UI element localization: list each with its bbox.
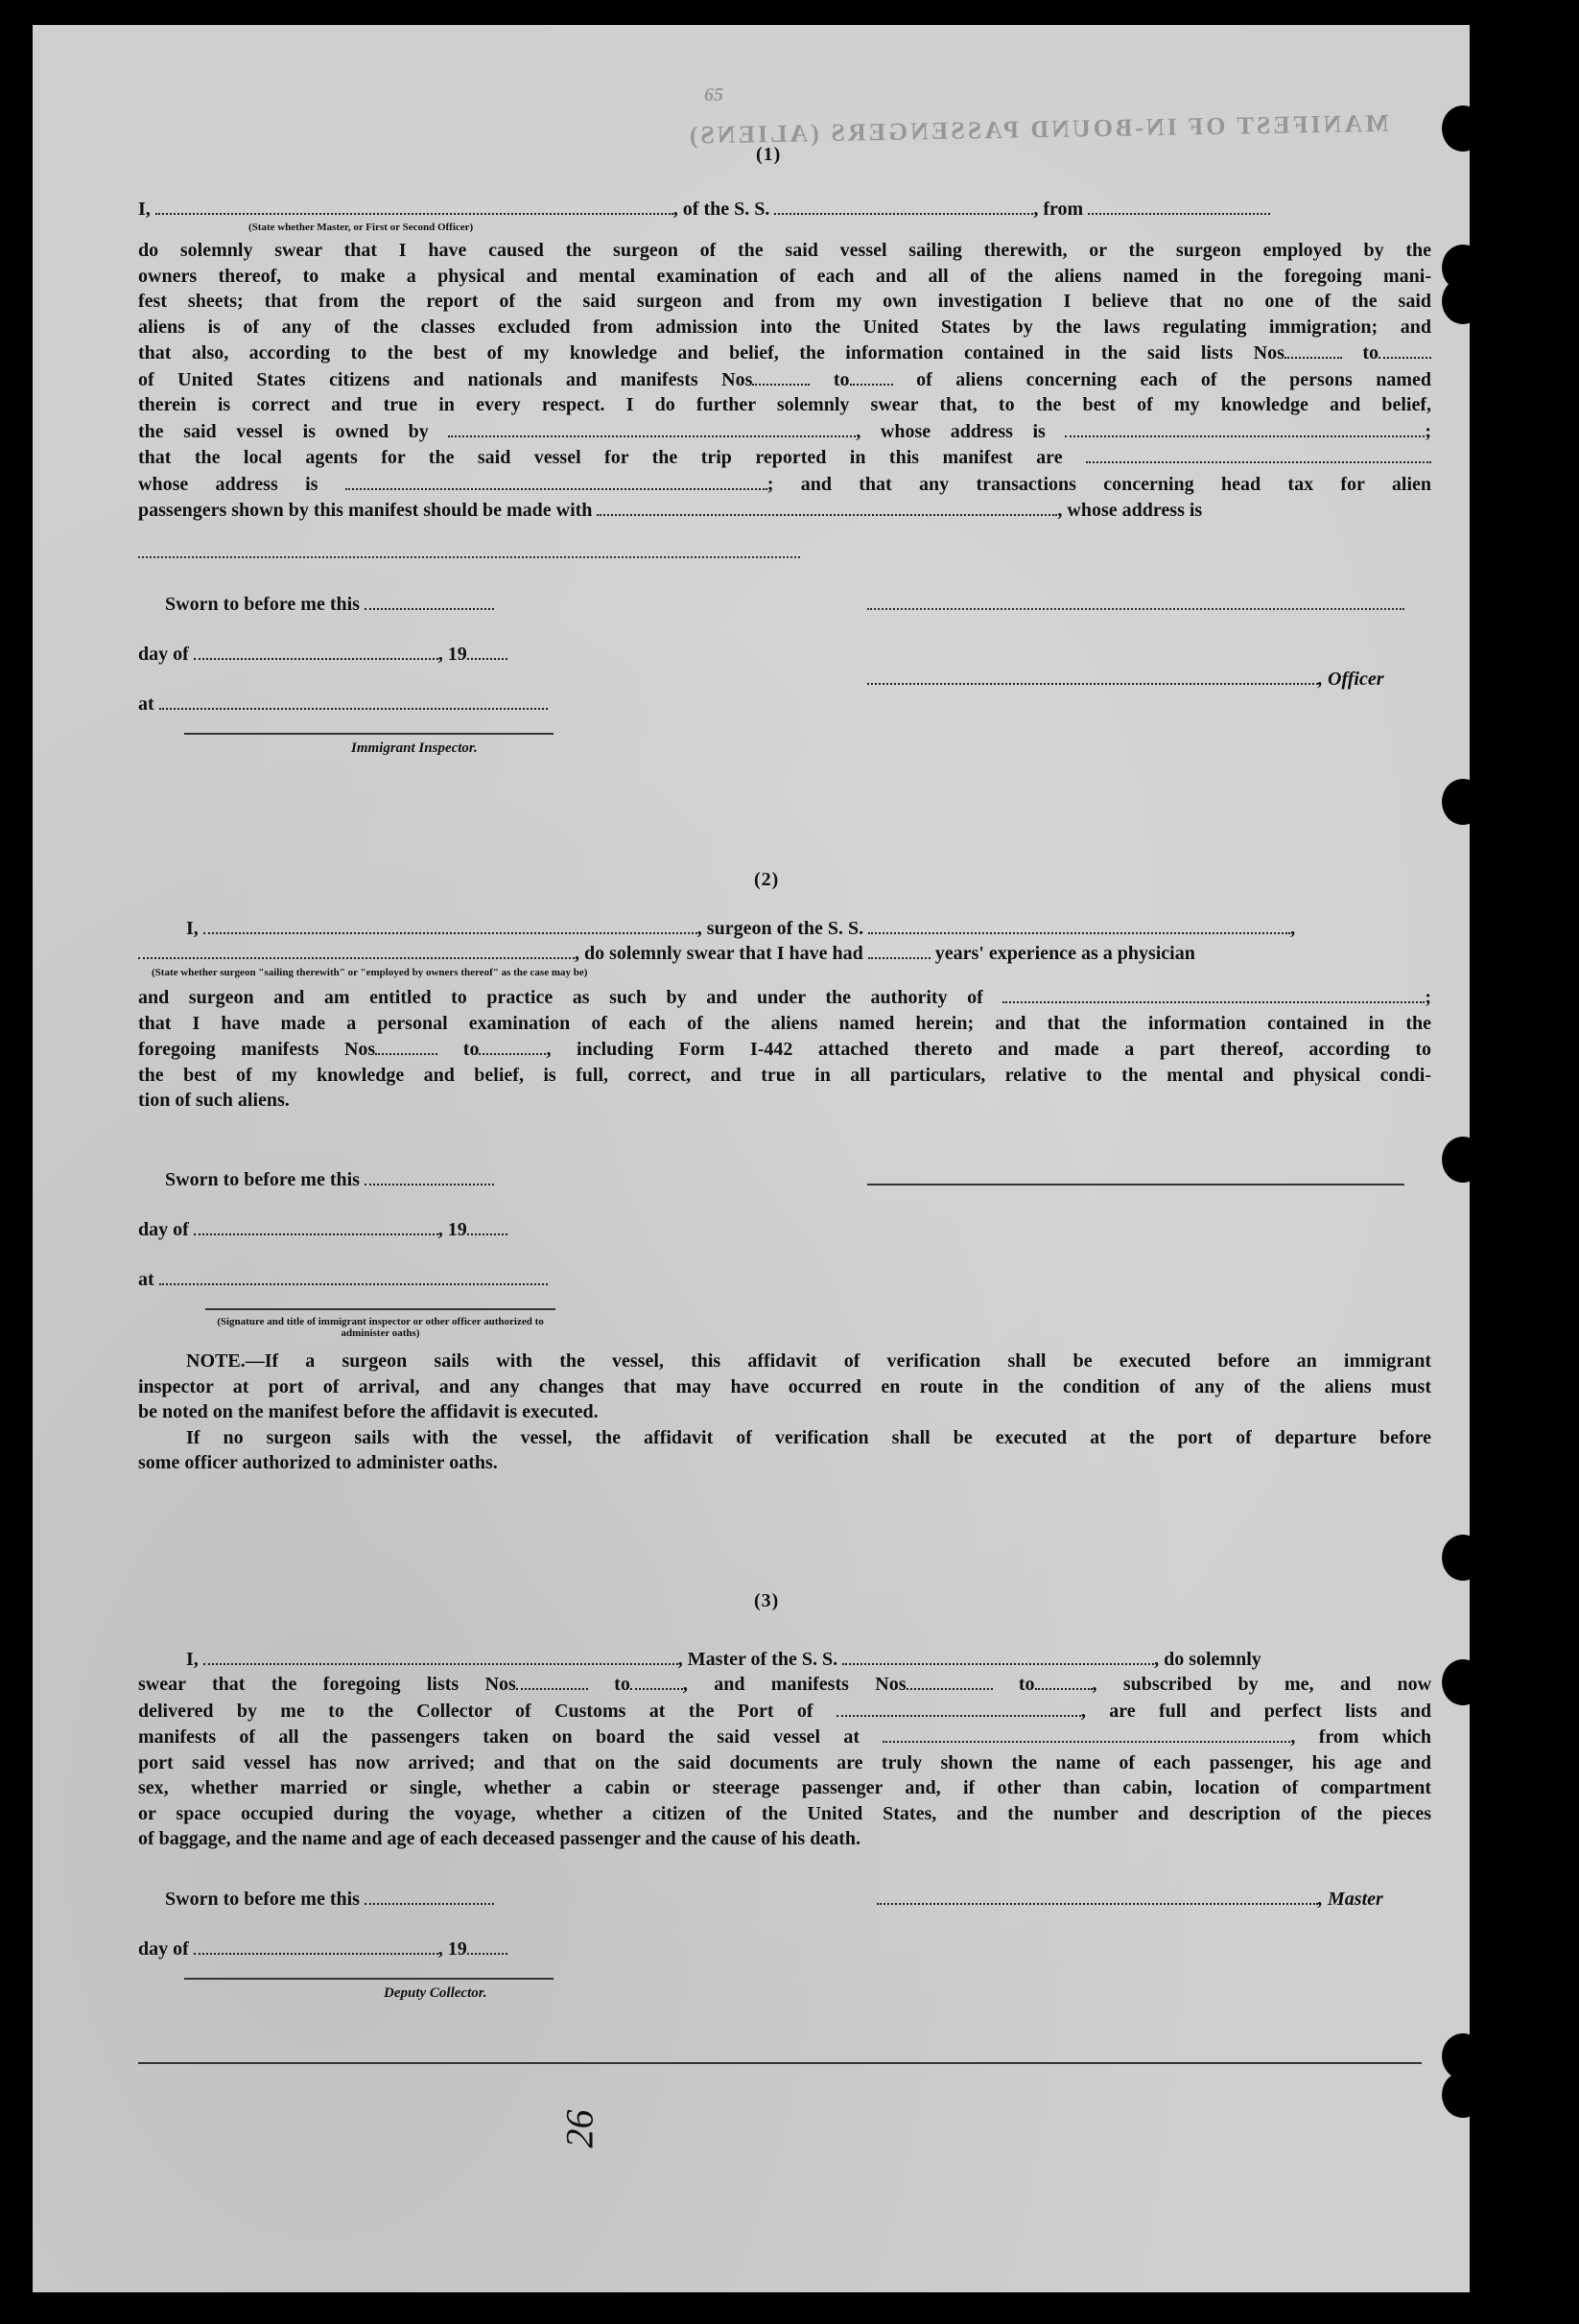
s3-p1b: to [614, 1674, 630, 1695]
s3-p3b: , from which [1290, 1726, 1432, 1748]
s1-p5a: that also, according to the best of my knowledge and belief, the information contained in the said lists Nos [138, 342, 1284, 364]
s3-sworn-label: Sworn to before me this [165, 1889, 360, 1910]
s1-p9 [138, 444, 1431, 471]
section-2-number: (2) [754, 869, 780, 890]
s3-master-signature-field[interactable] [877, 1886, 1318, 1905]
s3-lists-to-field[interactable] [630, 1671, 683, 1690]
s2-note4: If no surgeon sails with the vessel, the affidavit of verification shall be executed at the port of departure before [186, 1426, 1431, 1448]
s3-p4: port said vessel has now arrived; and that on the said documents are truly shown the name of each passenger, his age and [138, 1751, 1431, 1773]
s3-collector-signature-line[interactable] [184, 1978, 554, 1980]
s1-year-label: , 19 [437, 644, 467, 665]
s1-agents-field[interactable] [1086, 444, 1431, 463]
s2-p1: and surgeon and am entitled to practice as such by and under the authority of ; [138, 984, 1431, 1011]
s1-p6b: to [833, 368, 850, 390]
s1-i-label: I, [138, 199, 151, 220]
s1-day-of-label: day of [138, 644, 189, 665]
s2-p3c: , including Form I-442 attached thereto and made a part thereof, according to [546, 1039, 1431, 1060]
s1-p11b: , whose address is [1057, 500, 1203, 521]
s1-manifests-from-field[interactable] [752, 366, 810, 386]
s1-p5b: to [1362, 342, 1379, 364]
s3-p7: of baggage, and the name and age of each deceased passenger and the cause of his death. [138, 1828, 860, 1849]
s1-p10 [138, 471, 1431, 498]
s3-line1-end: , do solemnly [1154, 1649, 1261, 1670]
s2-sworn-label: Sworn to before me this [165, 1169, 360, 1190]
s3-day-row [138, 1936, 507, 1961]
s2-signature-note: (Signature and title of immigrant inspector or other officer authorized to administer oaths) [217, 1316, 544, 1339]
s2-day-row [138, 1216, 507, 1242]
s3-name-field[interactable] [203, 1646, 678, 1665]
s1-p4: aliens is of any of the classes excluded from admission into the United States by the laws regulating immigration; and [138, 316, 1431, 338]
s1-p10b: ; and that any transactions concerning head tax for alien [766, 473, 1432, 495]
s1-p11a: passengers shown by this manifest should be made with [138, 500, 593, 521]
s2-years-label: years' experience as a physician [934, 943, 1195, 964]
s1-at-label: at [138, 693, 154, 715]
s2-p2: that I have made a personal examination of each of the aliens named herein; and that the information contained in the [138, 1012, 1431, 1034]
ghost-number: 65 [704, 84, 723, 106]
s2-sworn-day-field[interactable] [365, 1166, 494, 1185]
s2-note1-text: —If a surgeon sails with the vessel, this affidavit of verification shall be executed before an immigrant [245, 1350, 1431, 1372]
s3-p1c: , and manifests Nos [682, 1674, 907, 1695]
s1-vessel-field[interactable] [774, 196, 1033, 215]
s1-day-row [138, 641, 507, 667]
s2-surgeon-signature-line[interactable] [867, 1184, 1404, 1185]
s1-headtax-field[interactable] [597, 497, 1057, 516]
section-1-number: (1) [756, 144, 782, 165]
s1-p6a: of United States citizens and nationals and manifests Nos [138, 368, 753, 390]
s3-affidavit-text [138, 1671, 1431, 1852]
s2-status-field[interactable] [138, 940, 575, 959]
s3-p3a: manifests of all the passengers taken on board the said vessel at [138, 1726, 860, 1748]
s2-note3: be noted on the manifest before the affidavit is executed. [138, 1401, 599, 1422]
s1-lists-from-field[interactable] [1284, 340, 1342, 359]
s3-year-field[interactable] [467, 1936, 507, 1955]
s2-sworn-row [165, 1166, 494, 1192]
s1-year-field[interactable] [467, 641, 507, 660]
s1-p8b: , whose address is [856, 420, 1046, 442]
s2-p1-text: and surgeon and am entitled to practice as such by and under the authority of [138, 987, 983, 1008]
s2-line1: I, , surgeon of the S. S. , [186, 915, 1295, 941]
s1-p1: do solemnly swear that I have caused the surgeon of the said vessel sailing therewith, or the surgeon employed by the [138, 240, 1431, 261]
s2-surgeon-name-field[interactable] [203, 915, 697, 934]
s1-officer-label: , Officer [1318, 669, 1384, 690]
s1-p8a: the said vessel is owned by [138, 420, 429, 442]
s1-p7: therein is correct and true in every respect. I do further solemnly swear that, to the best of my knowledge and belief, [138, 394, 1431, 415]
s3-p5: sex, whether married or single, whether a cabin or steerage passenger and, if other than cabin, location of compartment [138, 1777, 1431, 1798]
s3-line1 [186, 1646, 1261, 1672]
section-3-number: (3) [754, 1590, 780, 1611]
s2-note-text [138, 1349, 1431, 1476]
s1-officer-name-field[interactable] [155, 196, 673, 215]
s1-p3: fest sheets; that from the report of the said surgeon and from my own investigation I believe that no one of the said [138, 291, 1431, 312]
s2-note2: inspector at port of arrival, and any changes that may have occurred en route in the condition of any of the aliens must [138, 1375, 1431, 1397]
s3-boarding-port-field[interactable] [883, 1724, 1290, 1743]
s2-status-note: (State whether surgeon "sailing therewith" or "employed by owners thereof" as the case may be) [152, 967, 588, 978]
s1-p9-text: that the local agents for the said vessel for the trip reported in this manifest are [138, 447, 1063, 468]
s3-lists-from-field[interactable] [516, 1671, 588, 1690]
s1-officer-field[interactable] [867, 666, 1318, 685]
s3-sworn-row [165, 1886, 494, 1912]
s2-surgeon-label: , surgeon of the S. S. [696, 918, 864, 939]
s3-year-label: , 19 [437, 1938, 467, 1960]
s1-owner-address-field[interactable] [1065, 418, 1425, 437]
s2-year-label: , 19 [437, 1219, 467, 1240]
s2-manifests-to-field[interactable] [479, 1036, 546, 1055]
s3-p6: or space occupied during the voyage, whether a citizen of the United States, and the number and description of the pieces [138, 1802, 1431, 1824]
s1-p10a: whose address is [138, 473, 318, 495]
s1-p2: owners thereof, to make a physical and mental examination of each and all of the aliens named in the foregoing mani- [138, 265, 1431, 287]
s3-p2 [138, 1698, 1431, 1725]
s1-month-field[interactable] [194, 641, 438, 660]
binder-hole [1442, 106, 1484, 152]
s2-authority-field[interactable] [1002, 984, 1425, 1003]
s3-master-signature-label: , Master [1318, 1889, 1383, 1910]
s1-officer-signature-line[interactable] [867, 608, 1404, 610]
s2-year-field[interactable] [467, 1216, 507, 1235]
s1-at-field[interactable] [159, 691, 548, 710]
s3-manifests-from-field[interactable] [907, 1671, 993, 1690]
s3-p1a: swear that the foregoing lists Nos [138, 1674, 516, 1695]
s1-p6c: of aliens concerning each of the persons named [916, 368, 1432, 390]
s1-inspector-signature-line[interactable] [184, 733, 554, 735]
binder-hole [1442, 779, 1484, 825]
s2-p3 [138, 1036, 1431, 1063]
s3-p3 [138, 1724, 1431, 1750]
binder-hole [1442, 278, 1484, 324]
s2-swear-label: , do solemnly swear that I have had [575, 943, 863, 964]
s2-line2 [138, 940, 1195, 966]
binder-hole [1442, 1535, 1484, 1581]
s1-p6 [138, 366, 1431, 393]
s2-at-row [138, 1266, 548, 1292]
s3-day-of-label: day of [138, 1938, 189, 1960]
s3-collector-label: Deputy Collector. [384, 1985, 487, 2001]
handwritten-page-number: 26 [557, 2109, 601, 2148]
s2-inspector-signature-line[interactable] [205, 1308, 555, 1310]
s2-note-label: NOTE. [186, 1350, 246, 1372]
s2-p5: tion of such aliens. [138, 1090, 290, 1111]
s2-at-field[interactable] [159, 1266, 548, 1285]
s1-lists-to-field[interactable] [1379, 340, 1431, 359]
s2-note5: some officer authorized to administer oaths. [138, 1452, 498, 1473]
binder-hole [1442, 2072, 1484, 2118]
s3-p1 [138, 1671, 1431, 1698]
s3-manifests-to-field[interactable] [1035, 1671, 1093, 1690]
s2-i-label: I, [186, 918, 199, 939]
s3-p2a: delivered by me to the Collector of Customs at the Port of [138, 1700, 813, 1722]
bottom-rule [138, 2062, 1422, 2064]
s1-sworn-day-field[interactable] [365, 591, 494, 610]
s1-at-row [138, 691, 548, 716]
s1-sworn-row [165, 591, 494, 617]
s1-line1 [138, 196, 1270, 222]
s1-from-label: , from [1033, 199, 1084, 220]
s3-sworn-day-field[interactable] [365, 1886, 494, 1905]
s3-vessel-field[interactable] [842, 1646, 1154, 1665]
s2-day-of-label: day of [138, 1219, 189, 1240]
s2-p4: the best of my knowledge and belief, is full, correct, and true in all particulars, relative to the mental and physical condi- [138, 1064, 1431, 1086]
s3-p2b: , are full and perfect lists and [1080, 1700, 1431, 1722]
s1-sworn-label: Sworn to before me this [165, 594, 360, 615]
s1-from-field[interactable] [1088, 196, 1270, 215]
s1-agents-address-field[interactable] [345, 471, 767, 490]
s1-of-ss-label: , of the S. S. [672, 199, 770, 220]
s2-at-label: at [138, 1269, 154, 1290]
s1-inspector-label: Immigrant Inspector. [351, 740, 478, 756]
s2-vessel-field[interactable] [868, 915, 1290, 934]
s1-address-line[interactable] [138, 556, 800, 558]
manifest-verification-form [33, 25, 1470, 2292]
s2-years-field[interactable] [868, 940, 931, 959]
s3-month-field[interactable] [194, 1936, 438, 1955]
s3-master-label: , Master of the S. S. [677, 1649, 838, 1670]
s2-manifests-from-field[interactable] [375, 1036, 437, 1055]
s3-port-field[interactable] [837, 1698, 1081, 1717]
ghost-title: MANIFEST OF IN-BOUND PASSENGERS (ALIENS) [686, 108, 1389, 150]
s1-p5 [138, 340, 1431, 366]
binder-hole [1442, 1137, 1484, 1183]
s3-p1d: to [1018, 1674, 1035, 1695]
s1-officer-row [867, 666, 1384, 692]
binder-hole [1442, 1659, 1484, 1705]
s1-line1-note: (State whether Master, or First or Second Officer) [248, 222, 474, 233]
s3-master-row [877, 1886, 1383, 1912]
s2-p3a: foregoing manifests Nos [138, 1039, 376, 1060]
s1-affidavit-text [138, 238, 1431, 524]
s2-note1 [138, 1349, 1431, 1374]
s1-p8: the said vessel is owned by , whose address is ; [138, 418, 1431, 445]
s2-affidavit-text [138, 984, 1431, 1114]
s1-p11 [138, 497, 1431, 524]
s2-p3b: to [462, 1039, 480, 1060]
s3-p1e: , subscribed by me, and now [1092, 1674, 1432, 1695]
s2-month-field[interactable] [194, 1216, 438, 1235]
s3-i-label: I, [186, 1649, 199, 1670]
s1-manifests-to-field[interactable] [850, 366, 893, 386]
s1-owner-field[interactable] [448, 418, 856, 437]
